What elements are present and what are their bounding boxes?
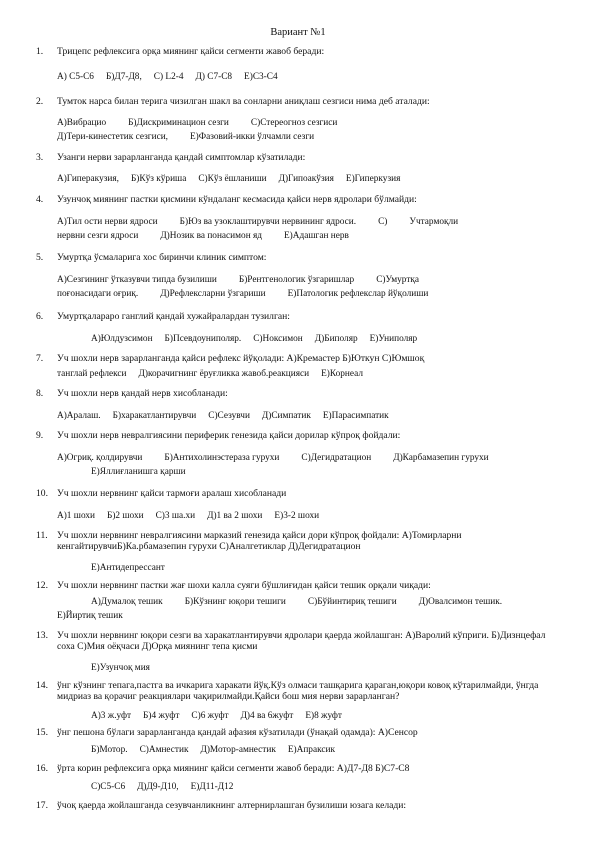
answer-options-line <box>57 466 596 479</box>
answer-option: Д) С7-С8 <box>195 72 233 82</box>
answer-option: С)6 жуфт <box>191 711 229 721</box>
answer-options-line <box>57 173 563 186</box>
question-text: Уч шохли нервнинг юқори сезги ва харакатлантирувчи ядролари қаерда жойлашган: А)Варолий кўприги. Б)Дизнцефал соха С)Мия оёқчаси Д)Орқа миянинг тепа қисми <box>57 630 546 653</box>
question-number: 14. <box>36 680 48 691</box>
question <box>36 311 562 322</box>
answer-options-line <box>57 610 563 623</box>
question <box>36 530 562 553</box>
answer-option: А)Сезгининг ўтказувчи типда бузилиши <box>57 275 217 285</box>
answer-option: Учтармоқли <box>409 217 459 227</box>
answer-options-line <box>57 216 563 229</box>
question-number: 13. <box>36 630 48 641</box>
question-number: 2. <box>36 96 44 107</box>
question-number: 7. <box>36 353 44 364</box>
answer-option: С)Стереогноз сезгиси <box>250 118 338 128</box>
answer-option: Е)Йиртиқ тешик <box>57 611 123 621</box>
answer-options-line <box>57 288 563 301</box>
answer-option: Е)Гиперкузия <box>345 174 401 184</box>
answer-option: Д)4 ва 6жуфт <box>240 711 294 721</box>
answer-option: Б)Дискриминацион сезги <box>128 118 229 128</box>
answer-option: Д)Д9-Д10, <box>137 782 179 792</box>
answer-option: Б)4 жуфт <box>143 711 180 721</box>
answer-option: С)С5-С6 <box>91 782 126 792</box>
answer-option: Е)3-2 шохи <box>274 511 320 521</box>
answer-option: А)Вибрацио <box>57 118 107 128</box>
answer-options-line <box>57 781 596 794</box>
question-text: Умуртқалараро ганглий қандай хужайралардан тузилган: <box>57 311 290 322</box>
answer-options-line <box>57 71 563 84</box>
answer-option: Д)1 ва 2 шохи <box>207 511 263 521</box>
answer-options-line <box>57 710 596 723</box>
question-text: Тумток нарса билан терига чизилган шакл ва сонларни аниқлаш сезгиси нима деб аталади: <box>57 96 430 107</box>
answer-option: А)Юлдузсимон <box>91 334 153 344</box>
answer-option: С)Сезувчи <box>208 411 250 421</box>
answer-options-line <box>57 510 563 523</box>
answer-options-line <box>57 744 596 757</box>
answer-option: А)Думалоқ тешик <box>91 597 163 607</box>
answer-options-line <box>57 562 596 575</box>
question <box>36 800 562 811</box>
answer-option: А)Огриқ. қолдирувчи <box>57 453 143 463</box>
answer-option: Е)8 жуфт <box>305 711 342 721</box>
question-number: 10. <box>36 488 48 499</box>
question-text: Узунчоқ миянинг пастки қисмини кўндаланг кесмасида қайси нерв ядролари бўлмайди: <box>57 194 417 205</box>
answer-option: Д)Симпатик <box>261 411 311 421</box>
answer-options-line <box>57 596 596 609</box>
answer-option: Д)Тери-кинестетик сезгиси, <box>57 132 168 142</box>
answer-option: нервни сезги ядроси <box>57 231 139 241</box>
answer-option: Б)Кўз кўриша <box>130 174 187 184</box>
answer-options-line <box>57 662 596 675</box>
question-text: Умуртқа ўсмаларига хос биринчи клиник симптом: <box>57 252 267 263</box>
answer-option: Б)Кўзнинг юқори тешиги <box>184 597 286 607</box>
question-number: 6. <box>36 311 44 322</box>
question-number: 8. <box>36 388 44 399</box>
answer-option: Д)корачигнинг ёруғликка жавоб.реакцияси <box>138 369 310 379</box>
answer-option: Д)Нозик ва понасимон яд <box>160 231 262 241</box>
answer-option: Д)Рефлексларни ўзгариши <box>160 289 266 299</box>
question <box>36 727 562 738</box>
answer-option: С)Бўйинтириқ тешиги <box>307 597 397 607</box>
answer-option: Б)харакатлантирувчи <box>112 411 197 421</box>
answer-option: Е)Фазовий-икки ўлчамли сезги <box>190 132 315 142</box>
answer-option: Е)Корнеал <box>321 369 363 379</box>
answer-option: Е)Парасимпатик <box>322 411 389 421</box>
question-text: Уч шохли нервнинг пастки жағ шохи калла суяги бўшлиғидан қайси тешик орқали чиқади: <box>57 580 431 591</box>
answer-option: танглай рефлекси <box>57 369 127 379</box>
answer-options-line <box>57 131 563 144</box>
answer-option: поғонасидаги оғриқ. <box>57 289 139 299</box>
answer-option: Е)Д11-Д12 <box>190 782 234 792</box>
answer-option: Е)С3-С4 <box>244 72 278 82</box>
question <box>36 488 562 499</box>
answer-option: А)Аралаш. <box>57 411 101 421</box>
question-text: Уч шохли нерв зарарланганда қайси рефлекс йўқолади: А)Кремастер Б)Юткун С)Юмшоқ <box>57 353 425 364</box>
answer-options-line <box>57 333 596 346</box>
answer-option: Д)Биполяр <box>314 334 358 344</box>
question <box>36 152 562 163</box>
answer-option: Б)Д7-Д8, <box>105 72 142 82</box>
answer-options-line <box>57 368 563 381</box>
question <box>36 430 562 441</box>
answer-option: А)Гиперакузия, <box>57 174 119 184</box>
question <box>36 252 562 263</box>
answer-options-line <box>57 452 563 465</box>
answer-options-line <box>57 230 563 243</box>
question <box>36 630 562 653</box>
answer-options-line <box>57 117 563 130</box>
answer-option: С) L2-4 <box>153 72 184 82</box>
answer-option: С) <box>378 217 388 227</box>
answer-option: Д)Овалсимон тешик. <box>418 597 503 607</box>
question-text: Уч шохли нерв қандай нерв хисобланади: <box>57 388 228 399</box>
question-text: Уч шохли нервнинг невралгиясини марказий генезида қайси дори кўпроқ фойдали: А)Томирларни кенгайтирувчиБ)Ка.рбамазепин гурухи С)Аналгетиклар Д)Дегидратацион <box>57 530 462 553</box>
answer-option: С)3 ша.хи <box>155 511 196 521</box>
question <box>36 680 562 703</box>
answer-options-line <box>57 274 563 287</box>
answer-option: Б)Антихолинэстераза гурухи <box>164 453 280 463</box>
answer-option: Д)Карбамазепин гурухи <box>393 453 489 463</box>
question-text: ўчоқ қаерда жойлашганда сезувчанликнинг алтернирлашган бузилиши юзага келади: <box>57 800 407 811</box>
question-text: Уч шохли нервнинг қайси тармоғи аралаш хисобланади <box>57 488 287 499</box>
answer-option: Д)Мотор-амнестик <box>200 745 276 755</box>
question-text: ўнг пешона бўлаги зарарланганда қандай афазия кўзатилади (ўнақай одамда): А)Сенсор <box>57 727 418 738</box>
question-number: 16. <box>36 763 48 774</box>
question-text: ўнг кўзнинг тепага,пастга ва ичкарига харакати йўқ.Кўз олмаси ташқарига қараган,юқори ковоқ кўтарилмайди, ўнгда мидриаз ва қорачиг реакциялари чақирилмайди.Қайси бош мия нерви зарарланган? <box>57 680 539 703</box>
question-number: 12. <box>36 580 48 591</box>
answer-option: С)Ноксимон <box>253 334 303 344</box>
answer-option: А) С5-С6 <box>57 72 94 82</box>
question-text: ўрта корин рефлексига орқа миянинг қайси сегменти жавоб беради: А)Д7-Д8 Б)С7-С8 <box>57 763 410 774</box>
answer-option: А)1 шохи <box>57 511 95 521</box>
question <box>36 96 562 107</box>
answer-option: Е)Узунчоқ мия <box>91 663 150 673</box>
question-number: 17. <box>36 800 48 811</box>
answer-option: Д)Гипоакўзия <box>278 174 334 184</box>
answer-option: Б)Рентгенологик ўзгаришлар <box>238 275 355 285</box>
question <box>36 580 562 591</box>
question <box>36 194 562 205</box>
answer-option: Б)Псевдоуниполяр. <box>164 334 242 344</box>
question <box>36 353 562 364</box>
answer-option: А)3 ж.уфт <box>91 711 132 721</box>
question <box>36 388 562 399</box>
question-text: Трицепс рефлексига орқа миянинг қайси сегменти жавоб беради: <box>57 46 325 57</box>
answer-option: С)Умуртқа <box>376 275 420 285</box>
answer-option: Б)Мотор. <box>91 745 128 755</box>
answer-option: Е)Униполяр <box>369 334 418 344</box>
answer-option: Е)Яллиғланишга қарши <box>91 467 186 477</box>
answer-option: Б)Юз ва узоклаштирувчи нервининг ядроси. <box>179 217 357 227</box>
question-text: Уч шохли нерв невралгиясини периферик генезида қайси дорилар кўпроқ фойдали: <box>57 430 401 441</box>
question-number: 1. <box>36 46 44 57</box>
answer-option: С)Кўз ёшланиши <box>198 174 267 184</box>
answer-option: Е)Адашган нерв <box>284 231 349 241</box>
question-number: 15. <box>36 727 48 738</box>
answer-option: Е)Патологик рефлекслар йўқолиши <box>287 289 429 299</box>
answer-options-line <box>57 410 563 423</box>
question-number: 3. <box>36 152 44 163</box>
question-number: 4. <box>36 194 44 205</box>
answer-option: С)Амнестик <box>139 745 189 755</box>
page-title: Вариант №1 <box>270 27 326 38</box>
question-text: Узанги нерви зарарланганда қандай симптомлар кўзатилади: <box>57 152 306 163</box>
question-number: 9. <box>36 430 44 441</box>
answer-option: Б)2 шохи <box>106 511 144 521</box>
question <box>36 763 562 774</box>
question-number: 5. <box>36 252 44 263</box>
question-number: 11. <box>36 530 48 541</box>
answer-option: Е)Апраксик <box>287 745 335 755</box>
answer-option: С)Дегидратацион <box>301 453 372 463</box>
answer-option: Е)Антидепрессант <box>91 563 165 573</box>
answer-option: А)Тил ости нерви ядроси <box>57 217 158 227</box>
question <box>36 46 562 57</box>
